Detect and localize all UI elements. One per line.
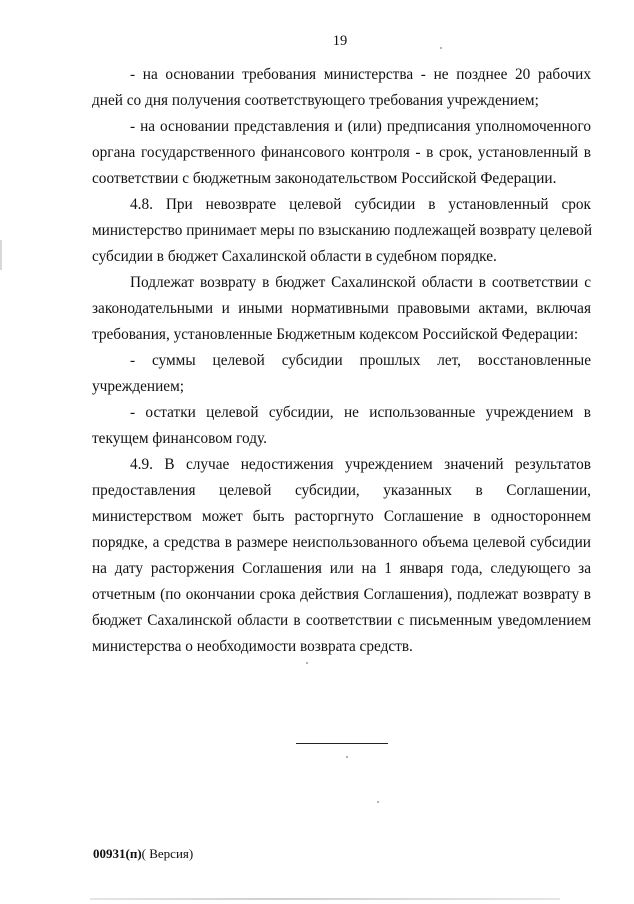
- scan-speck: [377, 801, 379, 803]
- text-line-1: - на основании требования министерства - не позднее 20 рабочих: [130, 66, 591, 83]
- end-separator-line: [296, 743, 388, 744]
- text-line-17: предоставления целевой субсидии, указанных в Соглашении,: [92, 482, 591, 499]
- scan-left-edge: [0, 240, 2, 270]
- document-code: [93, 846, 193, 862]
- text-line-6: 4.8. При невозврате целевой субсидии в установленный срок: [130, 196, 591, 213]
- text-line-4: органа государственного финансового контроля - в срок, установленный в: [92, 144, 591, 161]
- document-code-version: ( Версия): [141, 846, 194, 861]
- page-number: 19: [332, 33, 348, 49]
- text-line-12: - суммы целевой субсидии прошлых лет, восстановленные: [130, 352, 591, 369]
- scan-speck: [306, 662, 308, 664]
- text-line-21: отчетным (по окончании срока действия Соглашения), подлежат возврату в: [92, 586, 591, 603]
- text-line-16: 4.9. В случае недостижения учреждением значений результатов: [130, 456, 591, 473]
- text-line-8: субсидии в бюджет Сахалинской области в судебном порядке.: [92, 248, 497, 265]
- text-line-14: - остатки целевой субсидии, не использованные учреждением в: [130, 404, 591, 421]
- document-code-bold: 00931(п): [93, 846, 142, 861]
- text-line-2: дней со дня получения соответствующего требования учреждением;: [92, 92, 539, 109]
- text-line-23: министерства о необходимости возврата средств.: [92, 638, 413, 655]
- text-line-18: министерством может быть расторгнуто Соглашение в одностороннем: [92, 508, 591, 525]
- text-line-10: законодательными и иными нормативными правовыми актами, включая: [92, 300, 591, 317]
- text-line-9: Подлежат возврату в бюджет Сахалинской области в соответствии с: [130, 274, 591, 291]
- text-line-5: соответствии с бюджетным законодательством Российской Федерации.: [92, 170, 557, 187]
- text-line-15: текущем финансовом году.: [92, 430, 267, 447]
- scan-bottom-edge: [90, 898, 560, 900]
- scan-speck: [346, 756, 348, 758]
- text-line-3: - на основании представления и (или) предписания уполномоченного: [130, 118, 591, 135]
- text-line-13: учреждением;: [92, 378, 185, 395]
- text-line-20: на дату расторжения Соглашения или на 1 января года, следующего за: [92, 560, 591, 577]
- text-line-19: порядке, а средства в размере неиспользованного объема целевой субсидии: [92, 534, 591, 551]
- text-line-11: требования, установленные Бюджетным кодексом Российской Федерации:: [92, 326, 579, 343]
- text-line-22: бюджет Сахалинской области в соответствии с письменным уведомлением: [92, 612, 591, 629]
- scan-speck: [440, 47, 442, 49]
- text-line-7: министерство принимает меры по взысканию подлежащей возврату целевой: [92, 222, 593, 239]
